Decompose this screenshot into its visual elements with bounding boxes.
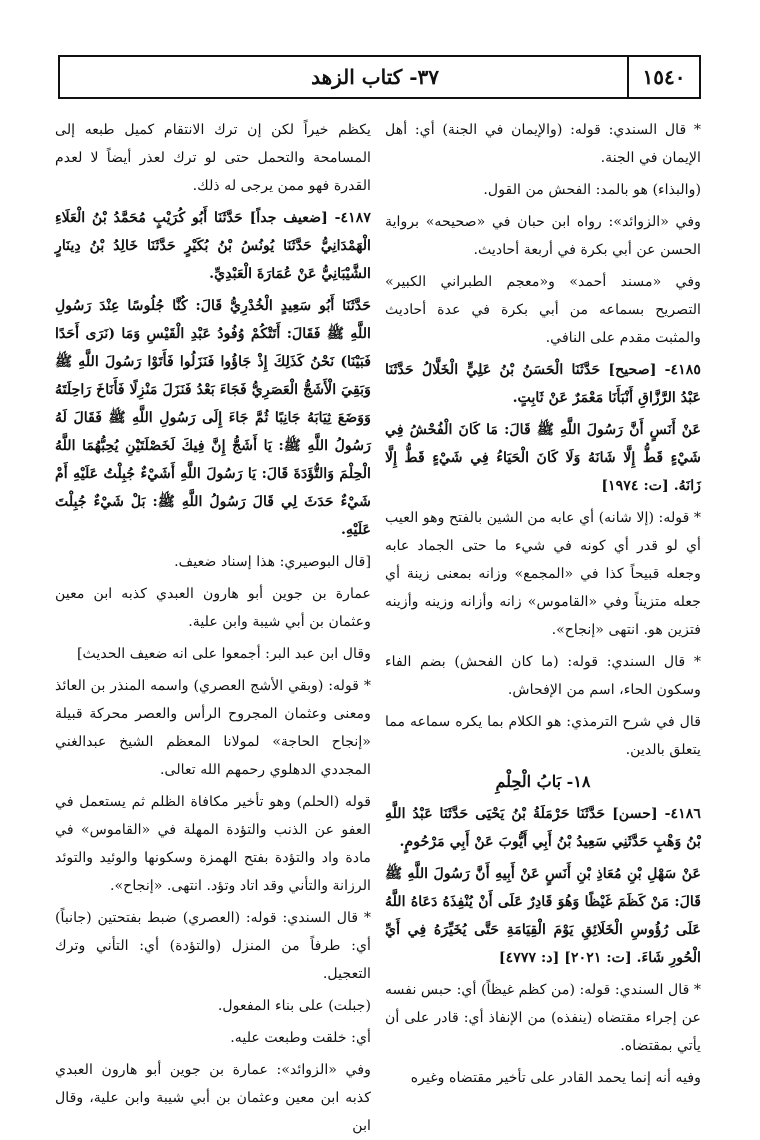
paragraph: وفي «الزوائد»: رواه ابن حبان في «صحيحه» برواية الحسن عن أبي بكرة في أربعة أحاديث.: [385, 214, 701, 258]
page-number: ١٥٤٠: [627, 57, 699, 97]
right-column: [385, 116, 701, 1096]
paragraph: * قوله: (وبقي الأشج العصري) واسمه المنذر بن العائذ ومعنى وعثمان المجروح الرأس والعصر محركة قبيلة «إنجاح الحاجة» لمولانا المعظم الشيخ عبدالغني المجددي الدهلوي رحمهم الله تعالى.: [55, 678, 371, 778]
hadith-isnad: ٤١٨٥- [صحيح] حَدَّثَنَا الْحَسَنُ بْنُ عَلِيٍّ الْخَلَّالُ حَدَّثَنَا عَبْدُ الرَّزَّاقِ أَنْبَأَنَا مَعْمَرٌ عَنْ ثَابِتٍ.: [385, 362, 701, 406]
paragraph: (والبذاء) هو بالمد: الفحش من القول.: [483, 182, 701, 198]
paragraph: قوله (الحلم) وهو تأخير مكافاة الظلم ثم يستعمل في العفو عن الذنب والتؤدة المهلة في «القاموس» في مادة واد والتؤدة بفتح الهمزة وسكونها والوئيد والتوئد الرزانة والتأني وقد اتاد وتؤد. انتهى. «إنجاح».: [55, 794, 371, 894]
paragraph: وفي «الزوائد»: عمارة بن جوين أبو هارون العبدي كذبه ابن معين وعثمان بن أبي شيبة وابن علية، وقال ابن: [55, 1062, 371, 1134]
paragraph: قال في شرح الترمذي: هو الكلام بما يكره سماعه مما يتعلق بالدين.: [385, 714, 701, 758]
paragraph: * قال السندي: قوله: (ما كان الفحش) بضم الفاء وسكون الحاء، اسم من الإفحاش.: [385, 654, 701, 698]
paragraph: وقال ابن عبد البر: أجمعوا على انه ضعيف الحديث]: [76, 646, 371, 662]
paragraph: (جبلت) على بناء المفعول.: [217, 998, 371, 1014]
hadith-text: حَدَّثَنَا أَبُو سَعِيدٍ الْخُدْرِيُّ قَالَ: كُنَّا جُلُوسًا عِنْدَ رَسُولِ اللَّهِ ﷺ فَقَالَ: أَتَتْكُمْ وُفُودُ عَبْدِ الْقَيْسِ وَمَا (نَرَى أَحَدًا فَبَيْنَا) نَحْنُ كَذَلِكَ إِذْ جَاؤُوا فَنَزَلُوا فَأَتَوْا رَسُولَ اللَّهِ ﷺ وَبَقِيَ الْأَشَجُّ الْعَصَرِيُّ فَجَاءَ بَعْدُ فَنَزَلَ مَنْزِلًا فَأَنَاخَ رَاحِلَتَهُ وَوَضَعَ ثِيَابَهُ جَانِبًا ثُمَّ جَاءَ إِلَى رَسُولِ اللَّهِ ﷺ فَقَالَ لَهُ رَسُولُ اللَّهِ ﷺ: يَا أَشَجُّ إِنَّ فِيكَ لَخَصْلَتَيْنِ يُحِبُّهُمَا اللَّهُ الْحِلْمَ وَالتُّؤَدَةَ قَالَ: يَا رَسُولَ اللَّهِ أَشَيْءٌ جُبِلْتُ عَلَيْهِ أَمْ شَيْءٌ حَدَثَ لِي قَالَ رَسُولُ اللَّهِ ﷺ: بَلْ شَيْءٌ جُبِلْتَ عَلَيْهِ.: [55, 298, 371, 538]
paragraph: * قال السندي: قوله: (العصري) ضبط بفتحتين (جانباً) أي: طرفاً من المنزل (والتؤدة) أي: التأني وترك التعجيل.: [55, 910, 371, 982]
paragraph: عمارة بن جوين أبو هارون العبدي كذبه ابن معين وعثمان بن أبي شيبة وابن علية.: [55, 586, 371, 630]
paragraph: * قوله: (إلا شانه) أي عابه من الشين بالفتح وهو العيب أي لو قدر أي كونه في شيء ما حتى الجماد عابه وجعله قبيحاً كذا في «المجمع» وزانه بمعنى زينة أي جعله متزيناً وفي «القاموس» زانه وأزانه وزينه وأزينه فتزين هو. انتهى «إنجاح».: [385, 510, 701, 638]
left-column: [55, 116, 371, 1134]
page-header: [58, 55, 701, 99]
paragraph: * قال السندي: قوله: (والإيمان في الجنة) أي: أهل الإيمان في الجنة.: [385, 122, 701, 166]
chapter-title: ٣٧- كتاب الزهد: [311, 65, 439, 89]
paragraph: يكظم خيراً لكن إن ترك الانتقام كميل طبعه إلى المسامحة والتحمل حتى لو ترك لعذر أيضاً لا لعدم القدرة فهو ممن يرجى له ذلك.: [55, 122, 371, 194]
paragraph: وفيه أنه إنما يحمد القادر على تأخير مقتضاه وغيره: [410, 1070, 701, 1086]
hadith-text: عَنْ سَهْلِ بْنِ مُعَاذِ بْنِ أَنَسٍ عَنْ أَبِيهِ أَنَّ رَسُولَ اللَّهِ ﷺ قَالَ: مَنْ كَظَمَ غَيْظًا وَهُوَ قَادِرٌ عَلَى أَنْ يُنْفِذَهُ دَعَاهُ اللَّهُ عَلَى رُؤُوسِ الْخَلَائِقِ يَوْمَ الْقِيَامَةِ حَتَّى يُخَيِّرَهُ فِي أَيِّ الْحُورِ شَاءَ. [ت: ٢٠٢١] [د: ٤٧٧٧]: [385, 866, 701, 966]
section-heading: ١٨- بَابُ الْحِلْمِ: [495, 772, 591, 791]
paragraph: أي: خلقت وطبعت عليه.: [230, 1030, 371, 1046]
paragraph: [قال البوصيري: هذا إسناد ضعيف.: [174, 554, 371, 570]
paragraph: وفي «مسند أحمد» و«معجم الطبراني الكبير» التصريح بسماعه من أبي بكرة في عدة أحاديث والمثبت مقدم على النافي.: [385, 274, 701, 346]
paragraph: * قال السندي: قوله: (من كظم غيظاً) أي: حبس نفسه عن إجراء مقتضاه (ينفذه) من الإنفاذ أي: قادر على أن يأتي بمقتضاه.: [385, 982, 701, 1054]
hadith-isnad: ٤١٨٦- [حسن] حَدَّثَنَا حَرْمَلَةُ بْنُ يَحْيَى حَدَّثَنَا عَبْدُ اللَّهِ بْنُ وَهْبٍ حَدَّثَنِي سَعِيدُ بْنُ أَبِي أَيُّوبَ عَنْ أَبِي مَرْحُومٍ.: [385, 806, 701, 850]
hadith-isnad: ٤١٨٧- [ضعيف جداً] حَدَّثَنَا أَبُو كُرَيْبٍ مُحَمَّدُ بْنُ الْعَلَاءِ الْهَمْدَانِيُّ حَدَّثَنَا يُونُسُ بْنُ بُكَيْرٍ حَدَّثَنَا خَالِدُ بْنُ دِينَارٍ الشَّيْبَانِيُّ عَنْ عُمَارَةَ الْعَبْدِيِّ.: [55, 210, 371, 282]
hadith-text: عَنْ أَنَسٍ أَنَّ رَسُولَ اللَّهِ ﷺ قَالَ: مَا كَانَ الْفُحْشُ فِي شَيْءٍ قَطُّ إِلَّا شَانَهُ وَلَا كَانَ الْحَيَاءُ فِي شَيْءٍ قَطُّ إِلَّا زَانَهُ. [ت: ١٩٧٤]: [385, 422, 701, 494]
